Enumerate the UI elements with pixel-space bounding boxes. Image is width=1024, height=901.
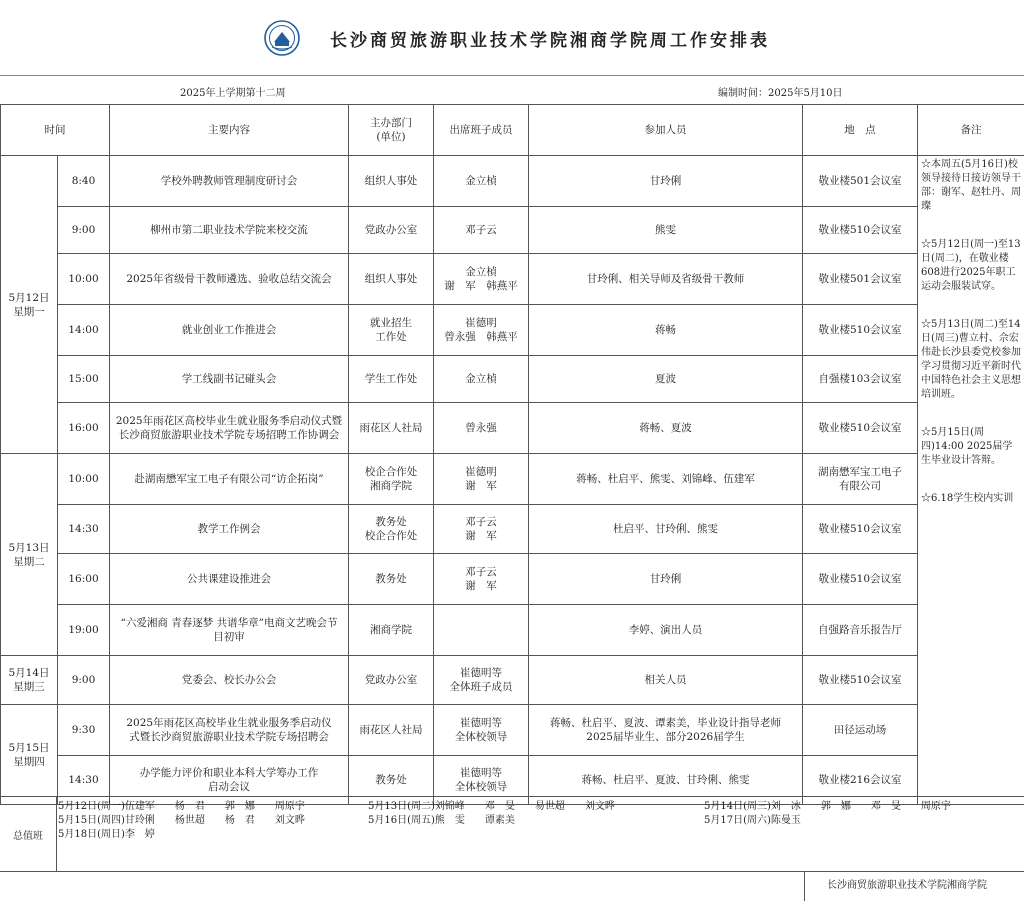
row-leaders: 金立楨 xyxy=(434,156,529,207)
footer-org: 长沙商贸旅游职业技术学院湘商学院 xyxy=(804,872,1024,901)
row-participants: 蒋畅、杜启平、夏波、甘玲俐、熊雯 xyxy=(529,756,803,805)
table-row xyxy=(1,705,1024,756)
subheader xyxy=(0,76,1024,104)
day-tue: 5月13日 星期二 xyxy=(1,454,58,656)
row-host: 湘商学院 xyxy=(349,605,434,656)
row-host: 雨花区人社局 xyxy=(349,705,434,756)
table-row xyxy=(1,207,1024,254)
row-participants: 熊雯 xyxy=(529,207,803,254)
row-host: 教务处 xyxy=(349,756,434,805)
row-time: 10:00 xyxy=(58,454,110,505)
row-location: 敬业楼501会议室 xyxy=(803,156,918,207)
row-host: 学生工作处 xyxy=(349,356,434,403)
row-content: 办学能力评价和职业本科大学筹办工作 启动会议 xyxy=(110,756,349,805)
row-leaders: 崔德明等 全体班子成员 xyxy=(434,656,529,705)
row-content: 教学工作例会 xyxy=(110,505,349,554)
row-leaders: 崔德明 谢 军 xyxy=(434,454,529,505)
row-location: 敬业楼510会议室 xyxy=(803,505,918,554)
day-wed: 5月14日 星期三 xyxy=(1,656,58,705)
row-leaders: 金立楨 谢 军 韩燕平 xyxy=(434,254,529,305)
col-participants: 参加人员 xyxy=(529,105,803,156)
table-row xyxy=(1,454,1024,505)
row-participants: 夏波 xyxy=(529,356,803,403)
row-location: 敬业楼510会议室 xyxy=(803,305,918,356)
row-time: 16:00 xyxy=(58,403,110,454)
row-time: 19:00 xyxy=(58,605,110,656)
row-location: 敬业楼510会议室 xyxy=(803,207,918,254)
row-participants: 蒋畅、杜启平、熊雯、刘锦峰、伍建军 xyxy=(529,454,803,505)
row-leaders: 邓子云 谢 军 xyxy=(434,505,529,554)
row-time: 14:30 xyxy=(58,505,110,554)
row-host: 党政办公室 xyxy=(349,656,434,705)
row-time: 16:00 xyxy=(58,554,110,605)
row-participants: 蒋畅、夏波 xyxy=(529,403,803,454)
col-time: 时间 xyxy=(1,105,110,156)
row-participants: 李婷、演出人员 xyxy=(529,605,803,656)
table-row xyxy=(1,554,1024,605)
schedule-table xyxy=(0,104,1024,805)
col-leaders: 出席班子成员 xyxy=(434,105,529,156)
row-host: 校企合作处 湘商学院 xyxy=(349,454,434,505)
row-participants: 蒋畅、杜启平、夏波、谭素美，毕业设计指导老师 2025届毕业生、部分2026届学生 xyxy=(529,705,803,756)
school-emblem-icon xyxy=(264,20,300,56)
row-location: 敬业楼510会议室 xyxy=(803,403,918,454)
row-leaders: 崔德明 曾永强 韩燕平 xyxy=(434,305,529,356)
duty-entry: 5月17日(周六)陈曼玉 xyxy=(704,815,801,826)
row-location: 自强楼103会议室 xyxy=(803,356,918,403)
col-notes: 备注 xyxy=(918,105,1024,156)
row-time: 9:00 xyxy=(58,207,110,254)
table-row xyxy=(1,605,1024,656)
row-participants: 甘玲俐、相关导师及省级骨干教师 xyxy=(529,254,803,305)
row-participants: 蒋畅 xyxy=(529,305,803,356)
row-location: 敬业楼501会议室 xyxy=(803,254,918,305)
row-participants: 相关人员 xyxy=(529,656,803,705)
duty-entry: 5月13日(周二)刘锦峰 邓 旻 易世超 刘文晔 xyxy=(368,801,615,812)
row-time: 14:00 xyxy=(58,305,110,356)
header xyxy=(0,0,1024,76)
row-host: 教务处 校企合作处 xyxy=(349,505,434,554)
col-location: 地 点 xyxy=(803,105,918,156)
row-leaders: 邓子云 xyxy=(434,207,529,254)
row-participants: 甘玲俐 xyxy=(529,156,803,207)
row-leaders: 邓子云 谢 军 xyxy=(434,554,529,605)
col-content: 主要内容 xyxy=(110,105,349,156)
row-leaders: 崔德明等 全体校领导 xyxy=(434,756,529,805)
row-time: 15:00 xyxy=(58,356,110,403)
row-host: 党政办公室 xyxy=(349,207,434,254)
row-leaders: 崔德明等 全体校领导 xyxy=(434,705,529,756)
row-leaders: 曾永强 xyxy=(434,403,529,454)
day-thu: 5月15日 星期四 xyxy=(1,705,58,805)
duty-label: 总值班 xyxy=(0,797,57,871)
row-content: 就业创业工作推进会 xyxy=(110,305,349,356)
row-host: 雨花区人社局 xyxy=(349,403,434,454)
row-content: 2025年雨花区高校毕业生就业服务季启动仪 式暨长沙商贸旅游职业技术学院专场招聘会 xyxy=(110,705,349,756)
row-time: 9:00 xyxy=(58,656,110,705)
table-row xyxy=(1,356,1024,403)
table-row xyxy=(1,505,1024,554)
term-label: 2025年上学期第十二周 xyxy=(180,88,286,99)
row-content: 赴湖南懋军宝工电子有限公司“访企拓岗” xyxy=(110,454,349,505)
row-participants: 杜启平、甘玲俐、熊雯 xyxy=(529,505,803,554)
duty-entry: 5月18日(周日)李 婷 xyxy=(58,829,155,840)
note-item: ☆本周五(5月16日)校领导接待日接访领导干部：谢军、赵牡丹、周璨 xyxy=(921,159,1021,212)
row-content: 公共课建设推进会 xyxy=(110,554,349,605)
row-location: 自强路音乐报告厅 xyxy=(803,605,918,656)
row-content: 柳州市第二职业技术学院来校交流 xyxy=(110,207,349,254)
row-content: 学校外聘教师管理制度研讨会 xyxy=(110,156,349,207)
row-participants: 甘玲俐 xyxy=(529,554,803,605)
row-content: 2025年雨花区高校毕业生就业服务季启动仪式暨 长沙商贸旅游职业技术学院专场招聘工作协调会 xyxy=(110,403,349,454)
row-content: 2025年省级骨干教师遴选、验收总结交流会 xyxy=(110,254,349,305)
row-location: 湖南懋军宝工电子 有限公司 xyxy=(803,454,918,505)
row-time: 14:30 xyxy=(58,756,110,805)
table-row xyxy=(1,656,1024,705)
row-host: 组织人事处 xyxy=(349,156,434,207)
table-row xyxy=(1,254,1024,305)
row-time: 10:00 xyxy=(58,254,110,305)
day-mon: 5月12日 星期一 xyxy=(1,156,58,454)
row-host: 教务处 xyxy=(349,554,434,605)
row-location: 敬业楼510会议室 xyxy=(803,656,918,705)
row-host: 就业招生 工作处 xyxy=(349,305,434,356)
footer xyxy=(0,872,1024,901)
row-content: 学工线副书记碰头会 xyxy=(110,356,349,403)
row-location: 敬业楼510会议室 xyxy=(803,554,918,605)
row-host: 组织人事处 xyxy=(349,254,434,305)
row-leaders: 金立楨 xyxy=(434,356,529,403)
table-row xyxy=(1,305,1024,356)
note-item: ☆6.18学生校内实训 xyxy=(921,493,1014,504)
note-item: ☆5月12日(周一)至13日(周二)，在敬业楼608进行2025年职工运动会服装试穿。 xyxy=(921,239,1021,292)
col-host: 主办部门 (单位) xyxy=(349,105,434,156)
duty-entry: 5月14日(周三)刘 冰 郭 娜 邓 旻 周原宇 xyxy=(704,801,951,812)
note-item: ☆5月15日(周四)14:00 2025届学生毕业设计答辩。 xyxy=(921,427,1013,466)
compiled-date: 编制时间：2025年5月10日 xyxy=(718,88,843,99)
row-location: 敬业楼216会议室 xyxy=(803,756,918,805)
note-item: ☆5月13日(周二)至14日(周三)曹立村、佘宏伟赴长沙县委党校参加学习贯彻习近平新时代中国特色社会主义思想培训班。 xyxy=(921,319,1021,400)
row-content: “六爱湘商 青春逐梦 共谱华章”电商文艺晚会节 目初审 xyxy=(110,605,349,656)
duty-entry: 5月12日(周一)伍建军 杨 君 郭 娜 周原宇 xyxy=(58,801,305,812)
row-time: 8:40 xyxy=(58,156,110,207)
duty-entry: 5月15日(周四)甘玲俐 杨世超 杨 君 刘文晔 xyxy=(58,815,305,826)
notes-cell xyxy=(918,156,1024,805)
duty-entry: 5月16日(周五)熊 雯 谭素美 xyxy=(368,815,515,826)
row-content: 党委会、校长办公会 xyxy=(110,656,349,705)
table-row xyxy=(1,403,1024,454)
row-location: 田径运动场 xyxy=(803,705,918,756)
duty-roster xyxy=(0,796,1024,872)
page-title: 长沙商贸旅游职业技术学院湘商学院周工作安排表 xyxy=(330,31,770,51)
table-row xyxy=(1,156,1024,207)
row-leaders xyxy=(434,605,529,656)
table-header-row xyxy=(1,105,1024,156)
row-time: 9:30 xyxy=(58,705,110,756)
